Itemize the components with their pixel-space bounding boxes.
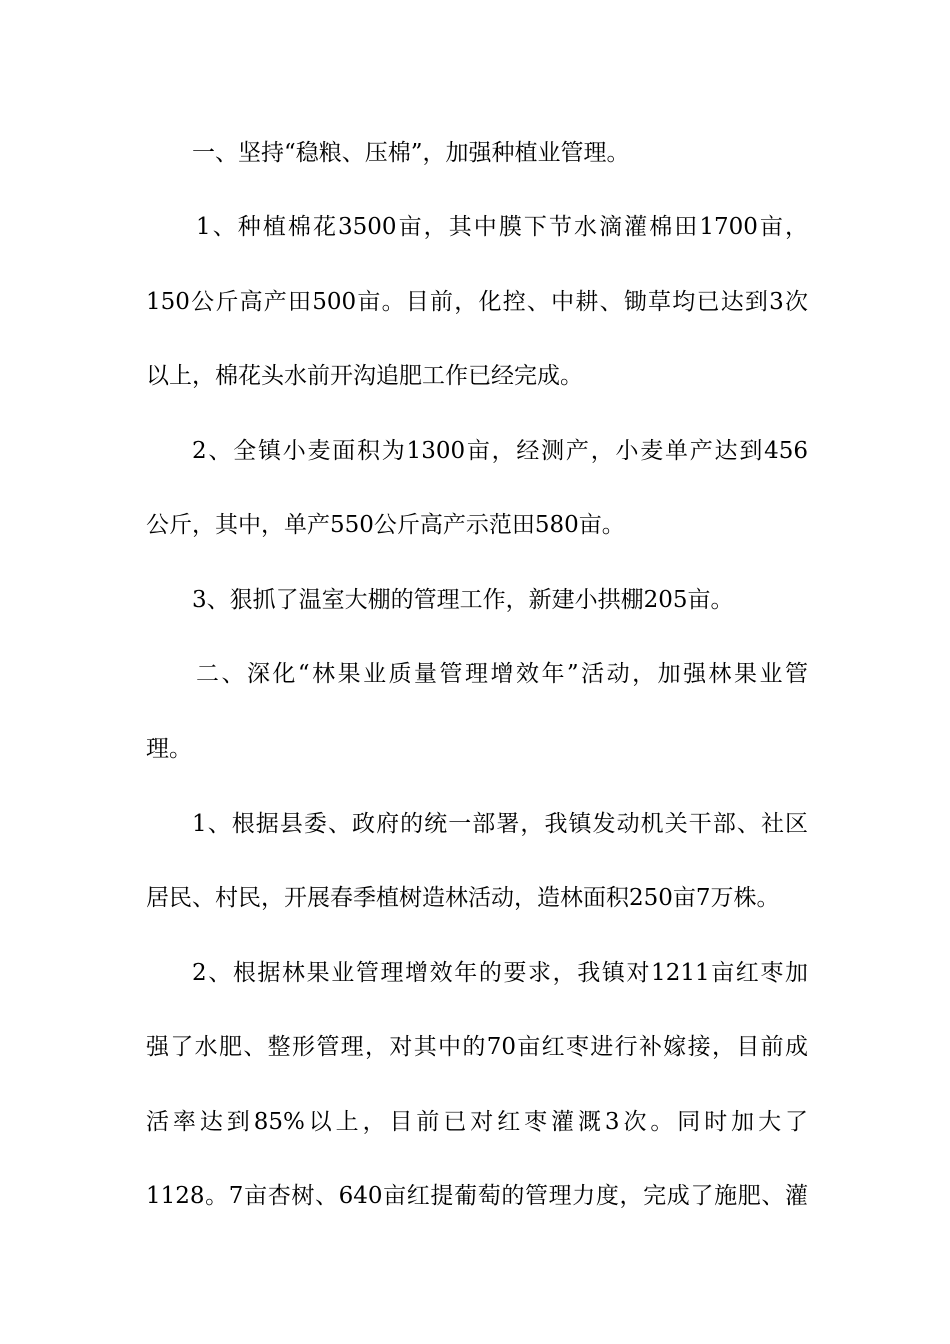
- paragraph-line: 活率达到85%以上，目前已对红枣灌溉3次。同时加大了: [146, 1109, 808, 1135]
- section-heading-2-cont: 理。: [146, 736, 192, 762]
- paragraph-line: 强了水肥、整形管理，对其中的70亩红枣进行补嫁接，目前成: [146, 1034, 808, 1060]
- paragraph-line: 1、根据县委、政府的统一部署，我镇发动机关干部、社区: [192, 811, 808, 837]
- paragraph-line: 2、全镇小麦面积为1300亩，经测产，小麦单产达到456: [192, 438, 808, 464]
- section-heading-1: 一、坚持“稳粮、压棉”，加强种植业管理。: [192, 140, 630, 166]
- paragraph-line: 公斤，其中，单产550公斤高产示范田580亩。: [146, 512, 625, 538]
- paragraph-line: 以上，棉花头水前开沟追肥工作已经完成。: [146, 363, 583, 389]
- paragraph-line: 2、根据林果业管理增效年的要求，我镇对1211亩红枣加: [192, 960, 808, 986]
- paragraph-line: 1128。7亩杏树、640亩红提葡萄的管理力度，完成了施肥、灌: [146, 1183, 808, 1209]
- paragraph-line: 150公斤高产田500亩。目前，化控、中耕、锄草均已达到3次: [146, 289, 808, 315]
- section-heading-2: 二、深化“林果业质量管理增效年”活动，加强林果业管: [196, 661, 808, 687]
- paragraph-line: 居民、村民，开展春季植树造林活动，造林面积250亩7万株。: [146, 885, 780, 911]
- paragraph-line: 3、狠抓了温室大棚的管理工作，新建小拱棚205亩。: [192, 587, 734, 613]
- paragraph-line: 1、种植棉花3500亩，其中膜下节水滴灌棉田1700亩，: [196, 214, 808, 240]
